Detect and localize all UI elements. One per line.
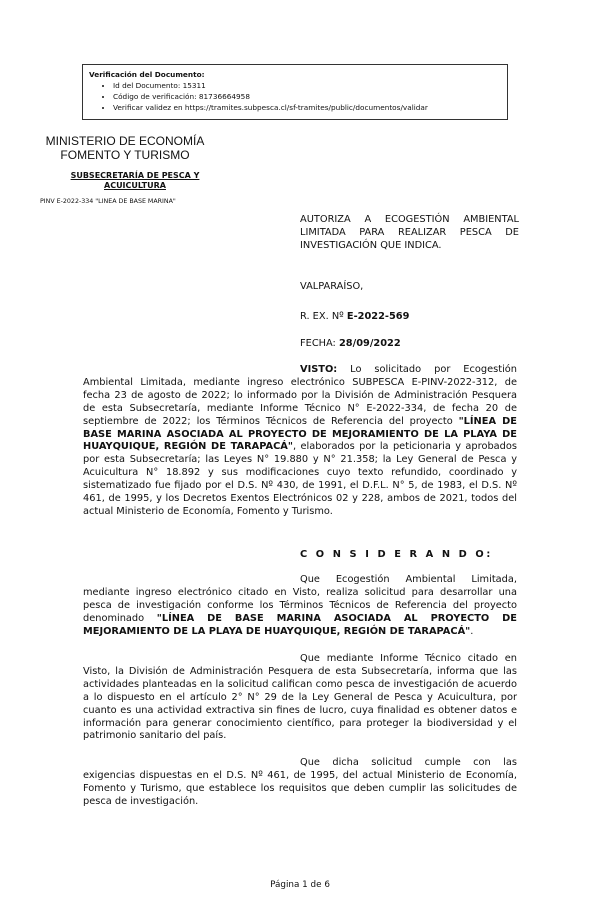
considerando-paragraph-1 <box>83 574 517 639</box>
visto-heading: VISTO: <box>300 364 338 375</box>
date-value: 28/09/2022 <box>338 338 401 349</box>
considerando-paragraph-3: Que dicha solicitud cumple con las exigencias dispuestas en el D.S. Nº 461, de 1995, del actual Ministerio de Economía, Fomento y Turismo, que establece los requisitos que deben cumplir las solicitudes de pesca de investigación. <box>83 757 517 807</box>
resolution-label: R. EX. Nº <box>300 311 347 322</box>
place: VALPARAÍSO, <box>300 281 364 292</box>
considerando-heading: C O N S I D E R A N D O: <box>300 549 493 560</box>
resolution-value: E-2022-569 <box>346 311 410 322</box>
ministry-line-1: MINISTERIO DE ECONOMÍA <box>45 134 205 148</box>
verification-id: • Id del Documento: 15311 <box>113 80 507 91</box>
resolution-number <box>300 311 409 322</box>
date-label: FECHA: <box>300 338 339 349</box>
visto-project-name: "LÍNEA DE BASE MARINA ASOCIADA AL PROYECTO DE MEJORAMIENTO DE LA PLAYA DE HUAYQUIQUE, REGIÓN DE TARAPACÁ" <box>83 415 517 453</box>
verification-code: • Código de verificación: 81736664958 <box>113 91 507 102</box>
considerando-paragraph-2: Que mediante Informe Técnico citado en Visto, la División de Administración Pesquera de esta Subsecretaría, informa que las actividades planteadas en la solicitud califican como pesca de investigación de acuerdo a lo dispuesto en el artículo 2° N° 29 de la Ley General de Pesca y Acuicultura, por cuanto es una actividad extractiva sin fines de lucro, cuya finalidad es obtener datos e información para generar conocimiento científico, para proteger la biodiversidad y el patrimonio sanitario del país. <box>83 653 517 742</box>
considerando-1-project-name: "LÍNEA DE BASE MARINA ASOCIADA AL PROYECTO DE MEJORAMIENTO DE LA PLAYA DE HUAYQUIQUE, REGIÓN DE TARAPACÁ" <box>83 612 517 637</box>
verification-title: Verificación del Documento: <box>89 70 205 79</box>
verification-link[interactable]: • Verificar validez en https://tramites.subpesca.cl/sf-tramites/public/documentos/validar <box>113 102 507 113</box>
reference-code: PINV E-2022-334 "LINEA DE BASE MARINA" <box>40 198 176 205</box>
document-subject: AUTORIZA A ECOGESTIÓN AMBIENTAL LIMITADA PARA REALIZAR PESCA DE INVESTIGACIÓN QUE INDICA. <box>300 214 519 251</box>
subsecretaria-name: SUBSECRETARÍA DE PESCA Y ACUICULTURA <box>70 171 200 190</box>
considerando-1-text-2: . <box>470 625 474 637</box>
resolution-date <box>300 338 401 349</box>
considerando-1-text-1: Que Ecogestión Ambiental Limitada, mediante ingreso electrónico citado en Visto, realiza solicitud para desarrollar una pesca de investigación conforme los Términos Técnicos de Referencia del proyecto denominado <box>83 574 517 624</box>
page-number: Página 1 de 6 <box>270 880 330 890</box>
verification-list <box>89 80 507 113</box>
visto-paragraph <box>83 364 517 519</box>
visto-text-1: Lo solicitado por Ecogestión Ambiental Limitada, mediante ingreso electrónico SUBPESCA E-PINV-2022-312, de fecha 23 de agosto de 2022; lo informado por la División de Administración Pesquera de esta Subsecretaría, mediante Informe Técnico N° E-2022-334, de fecha 20 de septiembre de 2022; los Términos Técnicos de Referencia del proyecto <box>83 364 517 427</box>
visto-text-2: , elaborados por la peticionaria y aprobados por esta Subsecretaría; las Leyes N° 19.880 y N° 21.358; la Ley General de Pesca y Acuicultura N° 18.892 y sus modificaciones cuyo texto refundido, coordinado y sistematizado fue fijado por el D.S. Nº 430, de 1991, el D.F.L. N° 5, de 1983, el D.S. Nº 461, de 1995, y los Decretos Exentos Electrónicos 02 y 228, ambos de 2021, todos del actual Ministerio de Economía, Fomento y Turismo. <box>83 441 517 517</box>
ministry-line-2: FOMENTO Y TURISMO <box>60 148 190 162</box>
verification-box <box>82 64 508 120</box>
ministry-name <box>40 134 210 162</box>
